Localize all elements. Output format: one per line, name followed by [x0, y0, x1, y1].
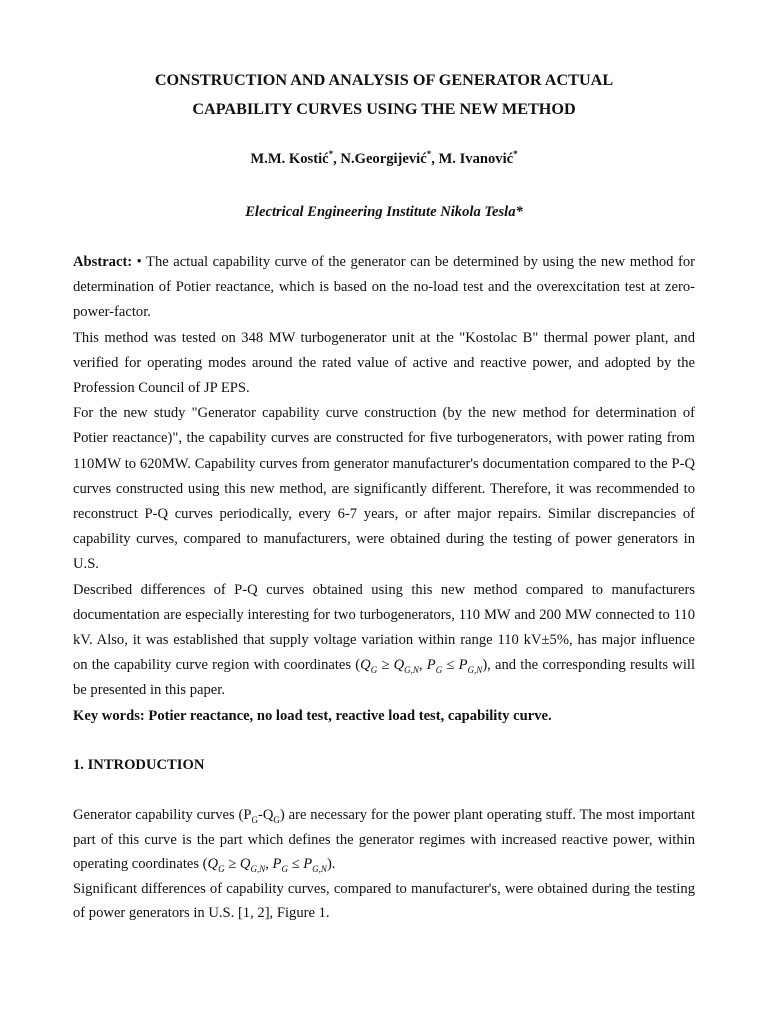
author-separator: ,	[431, 151, 439, 167]
abstract-paragraph	[73, 578, 695, 704]
math-formula: $Q_G \ge Q_{G,N}$, $P_G \le P_{G,N}$	[360, 657, 483, 676]
abstract	[73, 250, 695, 729]
keywords-text: : Potier reactance, no load test, reactive load test, capability curve.	[139, 707, 552, 724]
section-heading: 1. INTRODUCTION	[73, 757, 205, 773]
title-line-2: CAPABILITY CURVES USING THE NEW METHOD	[192, 100, 576, 118]
keywords	[73, 704, 695, 729]
abstract-paragraph	[73, 250, 695, 326]
title-line-1: CONSTRUCTION AND ANALYSIS OF GENERATOR ACTUAL	[154, 71, 614, 89]
author-affiliation-mark: *	[426, 149, 432, 160]
abstract-text: Described differences of P-Q curves obtained using this new method compared to manufacturers documentation are especially interesting for two turbogenerators, 110 MW and 200 MW connected to 110 kV. Also, it was established that supply voltage variation within range 110 kV±5%, has major influence on the capability curve region with coordinates (	[73, 581, 695, 674]
author-list	[60, 150, 708, 168]
abstract-label: Abstract:	[73, 254, 133, 270]
abstract-paragraph: This method was tested on 348 MW turbogenerator unit at the "Kostolac B" thermal power plant, and verified for operating modes around the rated value of active and reactive power, and adopted by the Profession Council of JP EPS.	[73, 329, 695, 397]
intro-paragraph: Generator capability curves $(P_G-Q_G)$ are necessary for the power plant operating stuff. The most important part of this curve is the part which defines the generator regimes with increased reactive power, within operating coordinates ($Q_G \ge Q_{G,N}$, $P_G \le P_{G,N}$).	[73, 807, 696, 875]
affiliation: Electrical Engineering Institute Nikola Tesla*	[245, 204, 523, 220]
intro-paragraph: Significant differences of capability curves, compared to manufacturer's, were obtained during the testing of power generators in U.S. [1, 2], Figure 1.	[73, 880, 695, 922]
author-affiliation-mark: *	[328, 149, 334, 160]
introduction-body	[73, 803, 695, 926]
abstract-text: ), and the corresponding results will be presented in this paper.	[73, 657, 696, 699]
author-name: N.Georgijević	[340, 151, 427, 167]
abstract-text: • The actual capability curve of the generator can be determined by using the new method for determination of Potier reactance, which is based on the no-load test and the overexcitation test at zero-power-factor.	[73, 254, 695, 321]
author-name: M.M. Kostić	[250, 151, 329, 167]
author-separator: ,	[333, 151, 341, 167]
paper-title	[60, 66, 708, 124]
author-name: M. Ivanović	[438, 151, 514, 167]
keywords-label: Key words	[73, 707, 140, 724]
math-formula: $Q_G \ge Q_{G,N}$, $P_G \le P_{G,N}$	[207, 856, 327, 875]
abstract-paragraph: For the new study "Generator capability curve construction (by the new method for determination of Potier reactance)", the capability curves are constructed for five turbogenerators, with power rating from 110MW to 620MW. Capability curves from generator manufacturer's documentation compared to the P-Q curves constructed using this new method, are significantly different. Therefore, it was recommended to reconstruct P-Q curves periodically, every 6-7 years, or after major repairs. Similar discrepancies of capability curves, compared to manufacturers, were obtained during the testing of power generators in U.S.	[73, 405, 695, 573]
author-affiliation-mark: *	[513, 149, 518, 160]
